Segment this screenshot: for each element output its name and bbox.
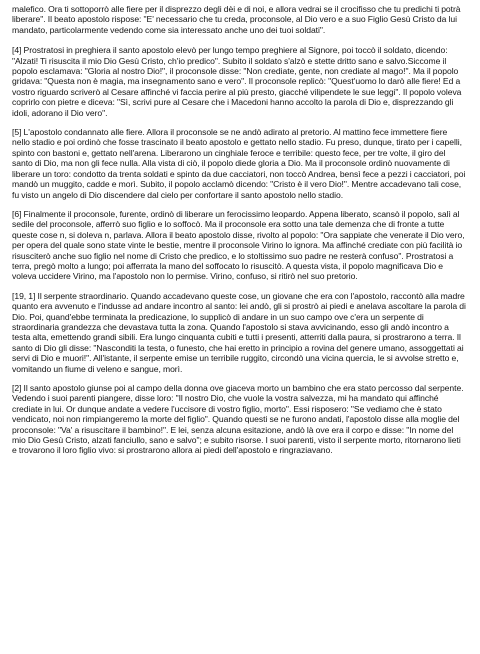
paragraph-6: [6] Finalmente il proconsole, furente, ordinò di liberare un ferocissimo leopardo. Appena liberato, scansò il popolo, salì al sedile del proconsole, afferrò suo figlio e lo soffocò. Ma il proconsole era sotto una tale demenza che di fronte a tutte queste cose n, si doleva n, parlava. Allora il beato apostolo disse, rivolto al popolo: "Ora sappiate che venerate il Dio vero, per opera del quale sono state vinte le bestie, mentre il proconsole Virino lo ignora. Ma affinché crediate con più facilità io risusciterò anche suo figlio nel nome di Cristo che predico, e lo stoltissimo suo padre ne resterà confuso". Prostratosi a terra, pregò molto a lungo; poi afferrata la mano del soffocato lo risuscitò. A questa vista, il popolo magnificava Dio e voleva uccidere Virino, ma l'apostolo non lo permise. Virino, confuso, si ritirò nel suo pretorio. xyxy=(12,208,465,282)
paragraph-4: [4] Prostratosi in preghiera il santo apostolo elevò per lungo tempo preghiere al Signore, poi toccò il soldato, dicendo: "Alzati! Ti risuscita il mio Dio Gesù Cristo, ch'io predico". Subito il soldato s'alzò e stette dritto sano e salvo.Siccome il popolo esclamava: "Gloria al nostro Dio!", il proconsole disse: "Non crediate, gente, non crediate al mago!". Ma il popolo gridava: "Questa non è magia, ma insegnamento sano e vero". Il proconsole replicò: "Quest'uomo lo darò alle fiere! Ed a vostro riguardo scriverò al Cesare affinché vi faccia perire al più presto, giacché vilipendete le sue leggi". Il popolo voleva coprirlo con pietre e diceva: "Sì, scrivi pure al Cesare che i Macedoni hanno accolto la parola di Dio e, disprezzando gli idoli, adorano il Dio vero". xyxy=(12,45,462,118)
paragraph-19-1: [19, 1] Il serpente straordinario. Quando accadevano queste cose, un giovane che era con l'apostolo, raccontò alla madre quanto era avvenuto e l'indusse ad andare incontro al santo: lei andò, gli si prostrò ai piedi e anelava ascoltare la parola di Dio. Poi, quand'ebbe terminata la predicazione, lo supplicò di andare in un suo campo ove c'era un serpente di straordinaria grandezza che devastava tutta la zona. Quando l'apostolo si stava avvicinando, esso gli andò incontro a testa alta, emettendo grandi sibili. Era lungo cinquanta cubiti e tutti i presenti, atterriti dalla paura, si prostrarono a terra. Il santo di Dio gli disse: "Nasconditi la testa, o funesto, che hai eretto in principio a rovina del genere umano, assoggettati ai servi di Dio e muori!". All'istante, il serpente emise un terribile ruggito, circondò una vicina quercia, le si avvolse stretto e, vomitando un fiume di veleno e sangue, morì. xyxy=(12,290,466,374)
paragraph-intro: malefico. Ora ti sottoporrò alle fiere per il disprezzo degli dèi e di noi, e allora vedrai se il crocifisso che tu predichi ti potrà liberare". Il beato apostolo rispose: "E' necessario che tu creda, proconsole, al Dio vero e a suo Figlio Gesù Cristo da lui mandato, particolarmente vedendo come sia interessato anche uno dei tuoi soldati". xyxy=(12,4,461,35)
paragraph-2: [2] Il santo apostolo giunse poi al campo della donna ove giaceva morto un bambino che era stato percosso dal serpente. Vedendo i suoi parenti piangere, disse loro: "Il nostro Dio, che vuole la vostra salvezza, mi ha mandato qui affinché crediate in lui. Or dunque andate a vedere l'uccisore di vostro figlio, morto". Essi risposero: "Se vediamo che è stato vendicato, noi non rimpiangeremo la morte del figlio". Quando questi se ne furono andati, l'apostolo disse alla moglie del proconsole: "Va' a risuscitare il bambino!". E lei, senza alcuna esitazione, andò là ove era il corpo e disse: "In nome del mio Dio Gesù Cristo, alzati fanciullo, sano e salvo"; e subito risorse. I suoi parenti, visto il serpente morto, ritornarono lieti e trovarono il loro figlio vivo: si prostrarono allora ai piedi dell'apostolo e ringraziavano. xyxy=(12,383,464,456)
paragraph-5: [5] L'apostolo condannato alle fiere. Allora il proconsole se ne andò adirato al pretorio. Al mattino fece immettere fiere nello stadio e poi ordinò che fosse trascinato il beato apostolo e gettato nello stadio. Fu preso, dunque, tirato per i capelli, spinto con bastoni e, gettato nell'arena. Liberarono un cinghiale feroce e terribile: questo fece, per tre volte, il giro del santo di Dio, ma non gli fece nulla. Alla vista di ciò, il popolo diede gloria a Dio. Ma il proconsole ordinò nuovamente di liberare un toro: condotto da trenta soldati e spinto da due cacciatori, non toccò Andrea, bensì fece a pezzi i cacciatori, poi mandò un muggito, cadde e morì. Subito, il popolo acclamò dicendo: "Cristo è il vero Dio!". Mentre accadevano tali cose, fu visto un angelo di Dio discendere dal cielo per confortare il santo apostolo nello stadio. xyxy=(12,127,466,200)
